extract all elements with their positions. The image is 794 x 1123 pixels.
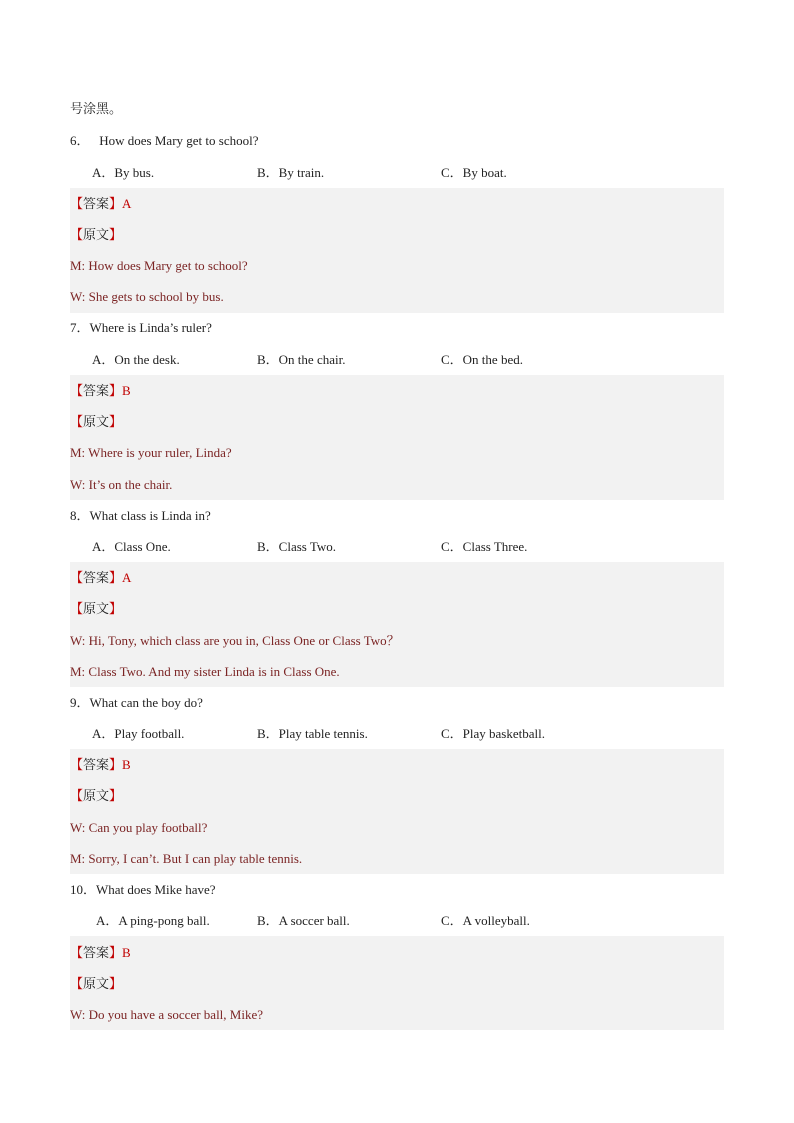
- intro-text: 号涂黑。: [70, 102, 123, 117]
- bracket-right: 】: [109, 571, 123, 586]
- option-a: A．A ping-pong ball.: [96, 913, 210, 928]
- option-b: B．A soccer ball.: [257, 913, 350, 928]
- bracket-right: 】: [109, 415, 123, 430]
- dialog-line: M: Sorry, I can’t. But I can play table tennis.: [70, 851, 303, 866]
- bracket-right: 】: [109, 758, 123, 773]
- answer-line: [70, 194, 131, 214]
- original-label-line: [70, 974, 122, 994]
- bracket-right: 】: [109, 977, 123, 992]
- option-b: B．Class Two.: [257, 539, 337, 554]
- dialog-line: M: Class Two. And my sister Linda is in Class One.: [70, 664, 340, 679]
- question-7: [70, 318, 212, 338]
- original-label-line: [70, 786, 122, 806]
- question-number: 8．: [70, 508, 90, 523]
- option-b: B．Play table tennis.: [257, 726, 368, 741]
- dialog-line: W: It’s on the chair.: [70, 477, 173, 492]
- bracket-left: 【: [70, 228, 84, 243]
- bracket-left: 【: [70, 977, 84, 992]
- bracket-right: 】: [109, 197, 123, 212]
- answer-label: 答案: [83, 384, 110, 399]
- question-number: 7．: [70, 320, 90, 335]
- dialog-line: W: Hi, Tony, which class are you in, Class One or Class Two？: [70, 633, 400, 648]
- answer-line: [70, 568, 131, 588]
- answer-value: B: [122, 383, 131, 398]
- answer-label: 答案: [83, 571, 110, 586]
- question-text: Where is Linda’s ruler?: [89, 320, 212, 335]
- original-label: 原文: [83, 602, 110, 617]
- bracket-left: 【: [70, 946, 84, 961]
- option-a: A．On the desk.: [92, 352, 180, 367]
- option-c: C．A volleyball.: [441, 913, 530, 928]
- question-number: 9．: [70, 695, 90, 710]
- answer-label: 答案: [83, 758, 110, 773]
- option-b: B．On the chair.: [257, 352, 346, 367]
- question-text: What can the boy do?: [89, 695, 203, 710]
- option-c: C．Play basketball.: [441, 726, 545, 741]
- bracket-right: 】: [109, 789, 123, 804]
- question-text: What does Mike have?: [96, 882, 216, 897]
- option-a: A．Class One.: [92, 539, 171, 554]
- bracket-left: 【: [70, 384, 84, 399]
- dialog-line: W: Can you play football?: [70, 820, 208, 835]
- question-number: 6．: [70, 133, 90, 148]
- dialog-line: W: Do you have a soccer ball, Mike?: [70, 1007, 264, 1022]
- question-text: What class is Linda in?: [89, 508, 211, 523]
- option-c: C．Class Three.: [441, 539, 528, 554]
- original-label-line: [70, 412, 122, 432]
- dialog-line: M: How does Mary get to school?: [70, 258, 248, 273]
- original-label: 原文: [83, 789, 110, 804]
- original-label: 原文: [83, 977, 110, 992]
- bracket-right: 】: [109, 228, 123, 243]
- answer-label: 答案: [83, 197, 110, 212]
- answer-line: [70, 381, 131, 401]
- original-label: 原文: [83, 415, 110, 430]
- bracket-left: 【: [70, 789, 84, 804]
- answer-value: B: [122, 945, 131, 960]
- option-b: B．By train.: [257, 165, 325, 180]
- answer-line: [70, 755, 131, 775]
- answer-label: 答案: [83, 946, 110, 961]
- original-label-line: [70, 599, 122, 619]
- bracket-left: 【: [70, 415, 84, 430]
- bracket-right: 】: [109, 602, 123, 617]
- bracket-left: 【: [70, 571, 84, 586]
- option-c: C．On the bed.: [441, 352, 523, 367]
- option-a: A．Play football.: [92, 726, 185, 741]
- question-8: [70, 506, 211, 526]
- bracket-right: 】: [109, 384, 123, 399]
- question-9: [70, 693, 203, 713]
- option-a: A．By bus.: [92, 165, 155, 180]
- original-label: 原文: [83, 228, 110, 243]
- bracket-right: 】: [109, 946, 123, 961]
- bracket-left: 【: [70, 758, 84, 773]
- answer-value: A: [122, 196, 132, 211]
- question-10: [70, 880, 216, 900]
- bracket-left: 【: [70, 197, 84, 212]
- question-6: [70, 131, 258, 151]
- question-text: How does Mary get to school?: [99, 133, 259, 148]
- answer-line: [70, 943, 131, 963]
- option-c: C．By boat.: [441, 165, 507, 180]
- dialog-line: M: Where is your ruler, Linda?: [70, 445, 232, 460]
- dialog-line: W: She gets to school by bus.: [70, 289, 224, 304]
- question-number: 10．: [70, 882, 97, 897]
- original-label-line: [70, 225, 122, 245]
- bracket-left: 【: [70, 602, 84, 617]
- answer-value: B: [122, 757, 131, 772]
- answer-value: A: [122, 570, 132, 585]
